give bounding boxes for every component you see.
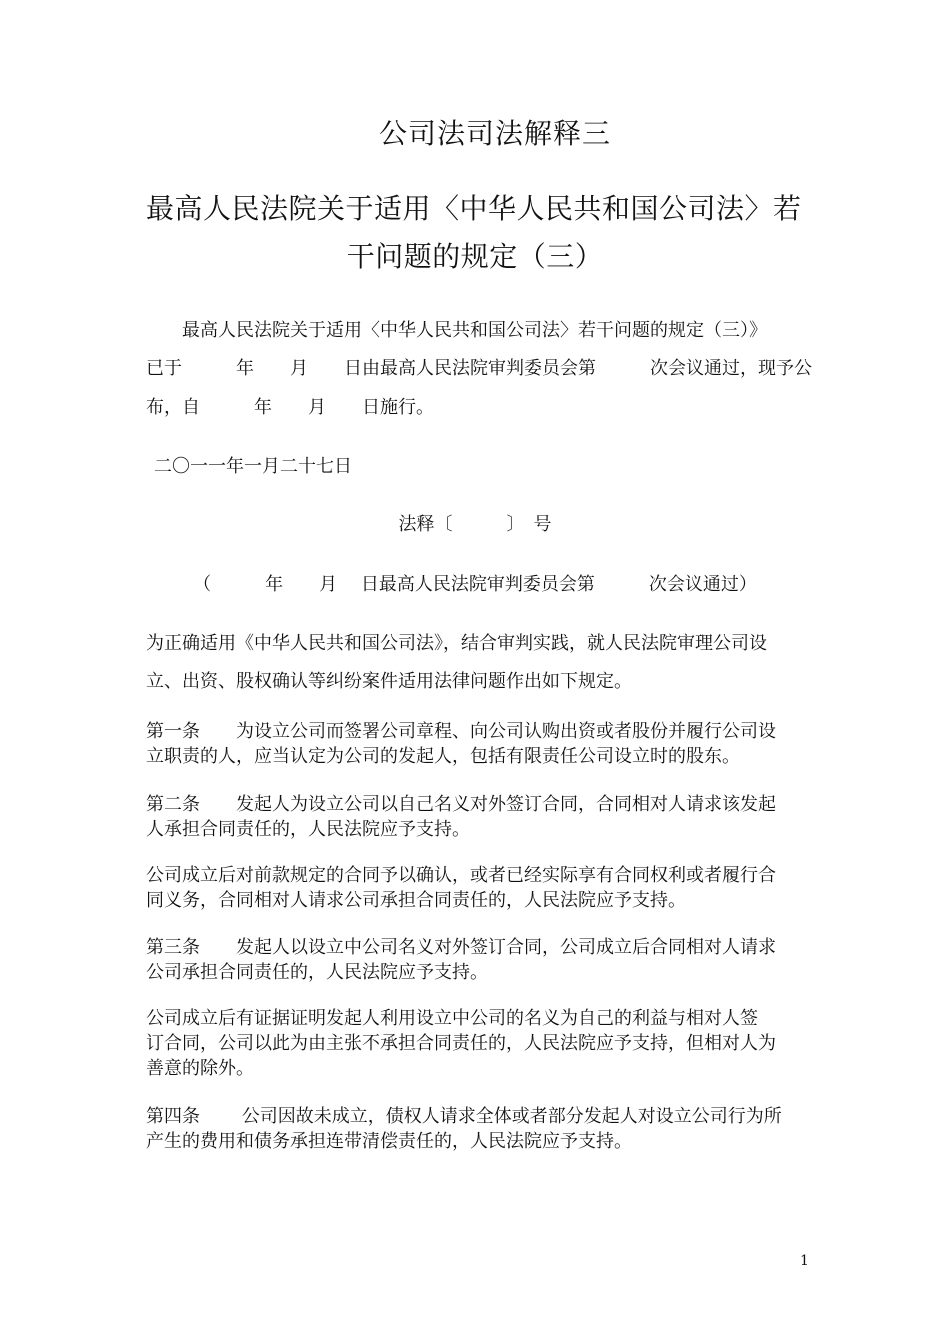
document-title: 公司法司法解释三 [378, 117, 611, 150]
article-3-clause-2-paragraph [146, 1006, 810, 1081]
article-1-paragraph [146, 719, 810, 769]
article-3-paragraph [146, 935, 810, 985]
paragraph-line: 人承担合同责任的，人民法院应予支持。 [146, 819, 470, 840]
paragraph-line: 第二条 发起人为设立公司以自己名义对外签订合同，合同相对人请求该发起 [146, 794, 776, 815]
preamble-line-1: 为正确适用《中华人民共和国公司法》，结合审判实践，就人民法院审理公司设 [146, 633, 767, 654]
paragraph-line: 同义务，合同相对人请求公司承担合同责任的，人民法院应予支持。 [146, 890, 686, 911]
document-number: 法释〔 〕 号 [398, 514, 552, 535]
paragraph-line: 产生的费用和债务承担连带清偿责任的，人民法院应予支持。 [146, 1131, 632, 1152]
issue-date: 二〇一一年一月二十七日 [154, 456, 352, 477]
intro-line-1: 最高人民法院关于适用〈中华人民共和国公司法〉若干问题的规定（三）》 [182, 320, 767, 341]
adoption-note: （ 年 月 日最高人民法院审判委员会第 次会议通过） [193, 574, 757, 595]
paragraph-line: 公司成立后对前款规定的合同予以确认，或者已经实际享有合同权利或者履行合 [146, 865, 776, 886]
paragraph-line: 第四条 公司因故未成立，债权人请求全体或者部分发起人对设立公司行为所 [146, 1106, 782, 1127]
preamble-line-2: 立、出资、股权确认等纠纷案件适用法律问题作出如下规定。 [146, 671, 632, 692]
paragraph-line: 公司成立后有证据证明发起人利用设立中公司的名义为自己的利益与相对人签 [146, 1008, 758, 1029]
intro-line-3: 布，自 年 月 日施行。 [146, 397, 434, 418]
paragraph-line: 第一条 为设立公司而签署公司章程、向公司认购出资或者股份并履行公司设 [146, 721, 776, 742]
article-4-paragraph [146, 1104, 810, 1154]
paragraph-line: 立职责的人，应当认定为公司的发起人，包括有限责任公司设立时的股东。 [146, 746, 740, 767]
document-subtitle-line-1: 最高人民法院关于适用〈中华人民共和国公司法〉若 [146, 192, 802, 225]
paragraph-line: 第三条 发起人以设立中公司名义对外签订合同，公司成立后合同相对人请求 [146, 937, 776, 958]
paragraph-line: 公司承担合同责任的，人民法院应予支持。 [146, 962, 488, 983]
document-subtitle-line-2: 干问题的规定（三） [346, 240, 604, 273]
paragraph-line: 订合同，公司以此为由主张不承担合同责任的，人民法院应予支持，但相对人为 [146, 1033, 776, 1054]
article-2-paragraph [146, 792, 810, 842]
paragraph-line: 善意的除外。 [146, 1058, 254, 1079]
article-2-clause-2-paragraph [146, 863, 810, 913]
intro-line-2: 已于 年 月 日由最高人民法院审判委员会第 次会议通过，现予公 [146, 358, 812, 379]
page-number: 1 [800, 1253, 809, 1269]
